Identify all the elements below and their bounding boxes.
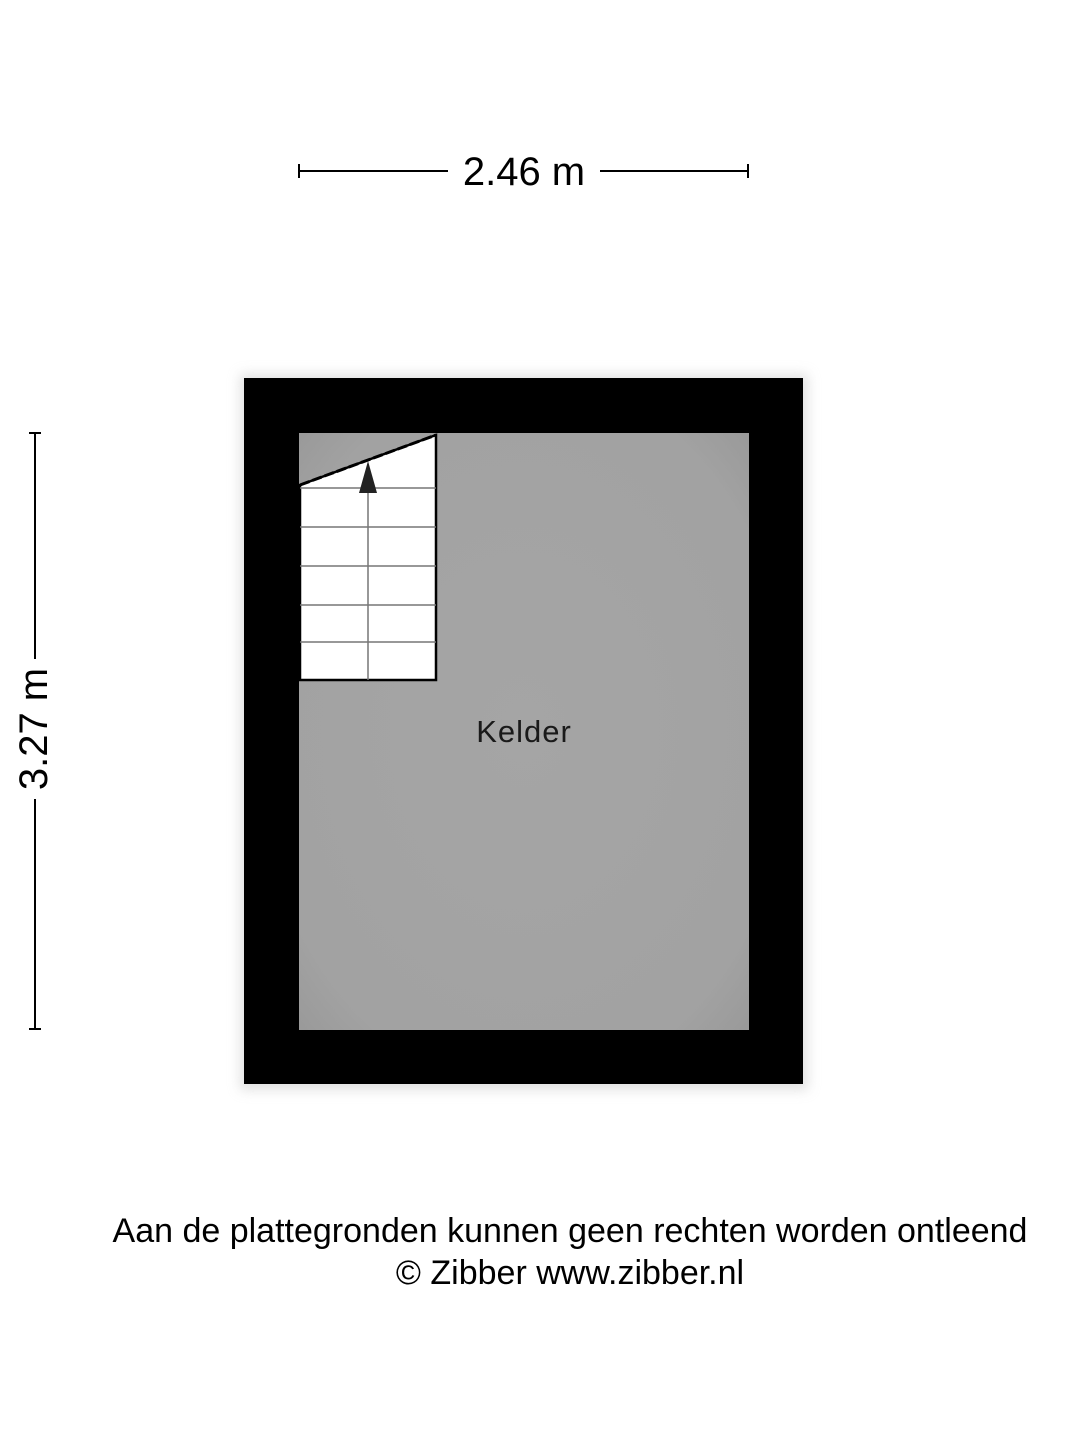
copyright-text: © Zibber www.zibber.nl <box>395 1254 745 1292</box>
width-dimension-label: 2.46 m <box>448 146 600 198</box>
room-label: Kelder <box>476 714 572 749</box>
height-dimension-label: 3.27 m <box>11 659 57 799</box>
disclaimer-text: Aan de plattegronden kunnen geen rechten worden ontleend <box>112 1212 1028 1250</box>
